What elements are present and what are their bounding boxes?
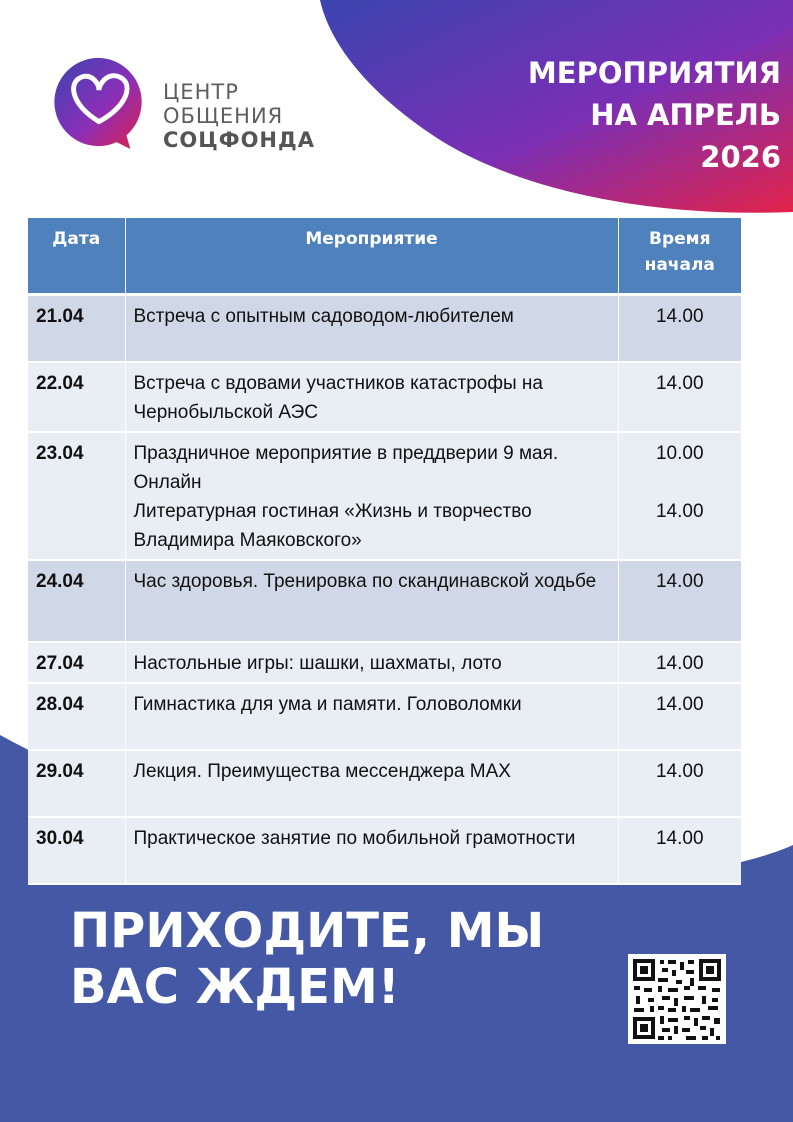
row-time: 14.00: [618, 560, 741, 642]
heading-line1: МЕРОПРИЯТИЯ: [527, 56, 781, 90]
table-row: [28, 362, 741, 432]
row-time-part1: 10.00: [655, 443, 704, 464]
header-date: Дата: [28, 218, 125, 294]
cta-line2: ВАС ЖДЕМ!: [70, 959, 400, 1015]
table-row: [28, 560, 741, 642]
row-event: Час здоровья. Тренировка по скандинавской ходьбе: [125, 560, 618, 642]
call-to-action: [70, 903, 544, 1015]
logo-line2: ОБЩЕНИЯ: [163, 104, 284, 128]
heading-line3: 2026: [700, 140, 781, 174]
page-heading: [528, 52, 781, 178]
row-event-part1: Праздничное мероприятие в преддверии 9 мая. Онлайн: [133, 443, 559, 493]
row-date: 29.04: [28, 750, 125, 817]
row-time: 14.00: [618, 817, 741, 884]
row-event: Гимнастика для ума и памяти. Головоломки: [125, 683, 618, 750]
row-event: Встреча с вдовами участников катастрофы на Чернобыльской АЭС: [125, 362, 618, 432]
table-row: [28, 294, 741, 362]
row-date: 22.04: [28, 362, 125, 432]
table-row: [28, 642, 741, 683]
row-event: Встреча с опытным садоводом-любителем: [125, 294, 618, 362]
row-date: 21.04: [28, 294, 125, 362]
table-row: [28, 683, 741, 750]
row-date: 30.04: [28, 817, 125, 884]
row-time: 14.00: [618, 683, 741, 750]
row-time: 14.00: [618, 750, 741, 817]
header-event: Мероприятие: [125, 218, 618, 294]
header-time: [618, 218, 741, 294]
events-table: [28, 218, 741, 885]
row-date: 23.04: [28, 432, 125, 560]
row-time-part2: 14.00: [655, 501, 704, 522]
table-header-row: [28, 218, 741, 294]
logo-line3: СОЦФОНДА: [163, 128, 315, 152]
row-event: Лекция. Преимущества мессенджера MAX: [125, 750, 618, 817]
row-date: 24.04: [28, 560, 125, 642]
logo-line1: ЦЕНТР: [163, 80, 239, 104]
row-time: 14.00: [618, 642, 741, 683]
header-time-label: Время начала: [644, 229, 715, 275]
logo-icon: [50, 52, 148, 152]
heading-line2: НА АПРЕЛЬ: [590, 98, 781, 132]
logo-text: [163, 80, 315, 152]
row-event: [125, 432, 618, 560]
row-event: Настольные игры: шашки, шахматы, лото: [125, 642, 618, 683]
table-row: [28, 817, 741, 884]
row-date: 27.04: [28, 642, 125, 683]
cta-line1: ПРИХОДИТЕ, МЫ: [70, 903, 545, 959]
qr-code-icon: [628, 954, 726, 1044]
row-time: [618, 432, 741, 560]
table-row: [28, 432, 741, 560]
row-event-part2: Литературная гостиная «Жизнь и творчество Владимира Маяковского»: [133, 501, 532, 551]
row-date: 28.04: [28, 683, 125, 750]
row-time: 14.00: [618, 294, 741, 362]
table-row: [28, 750, 741, 817]
row-time: 14.00: [618, 362, 741, 432]
row-event: Практическое занятие по мобильной грамотности: [125, 817, 618, 884]
